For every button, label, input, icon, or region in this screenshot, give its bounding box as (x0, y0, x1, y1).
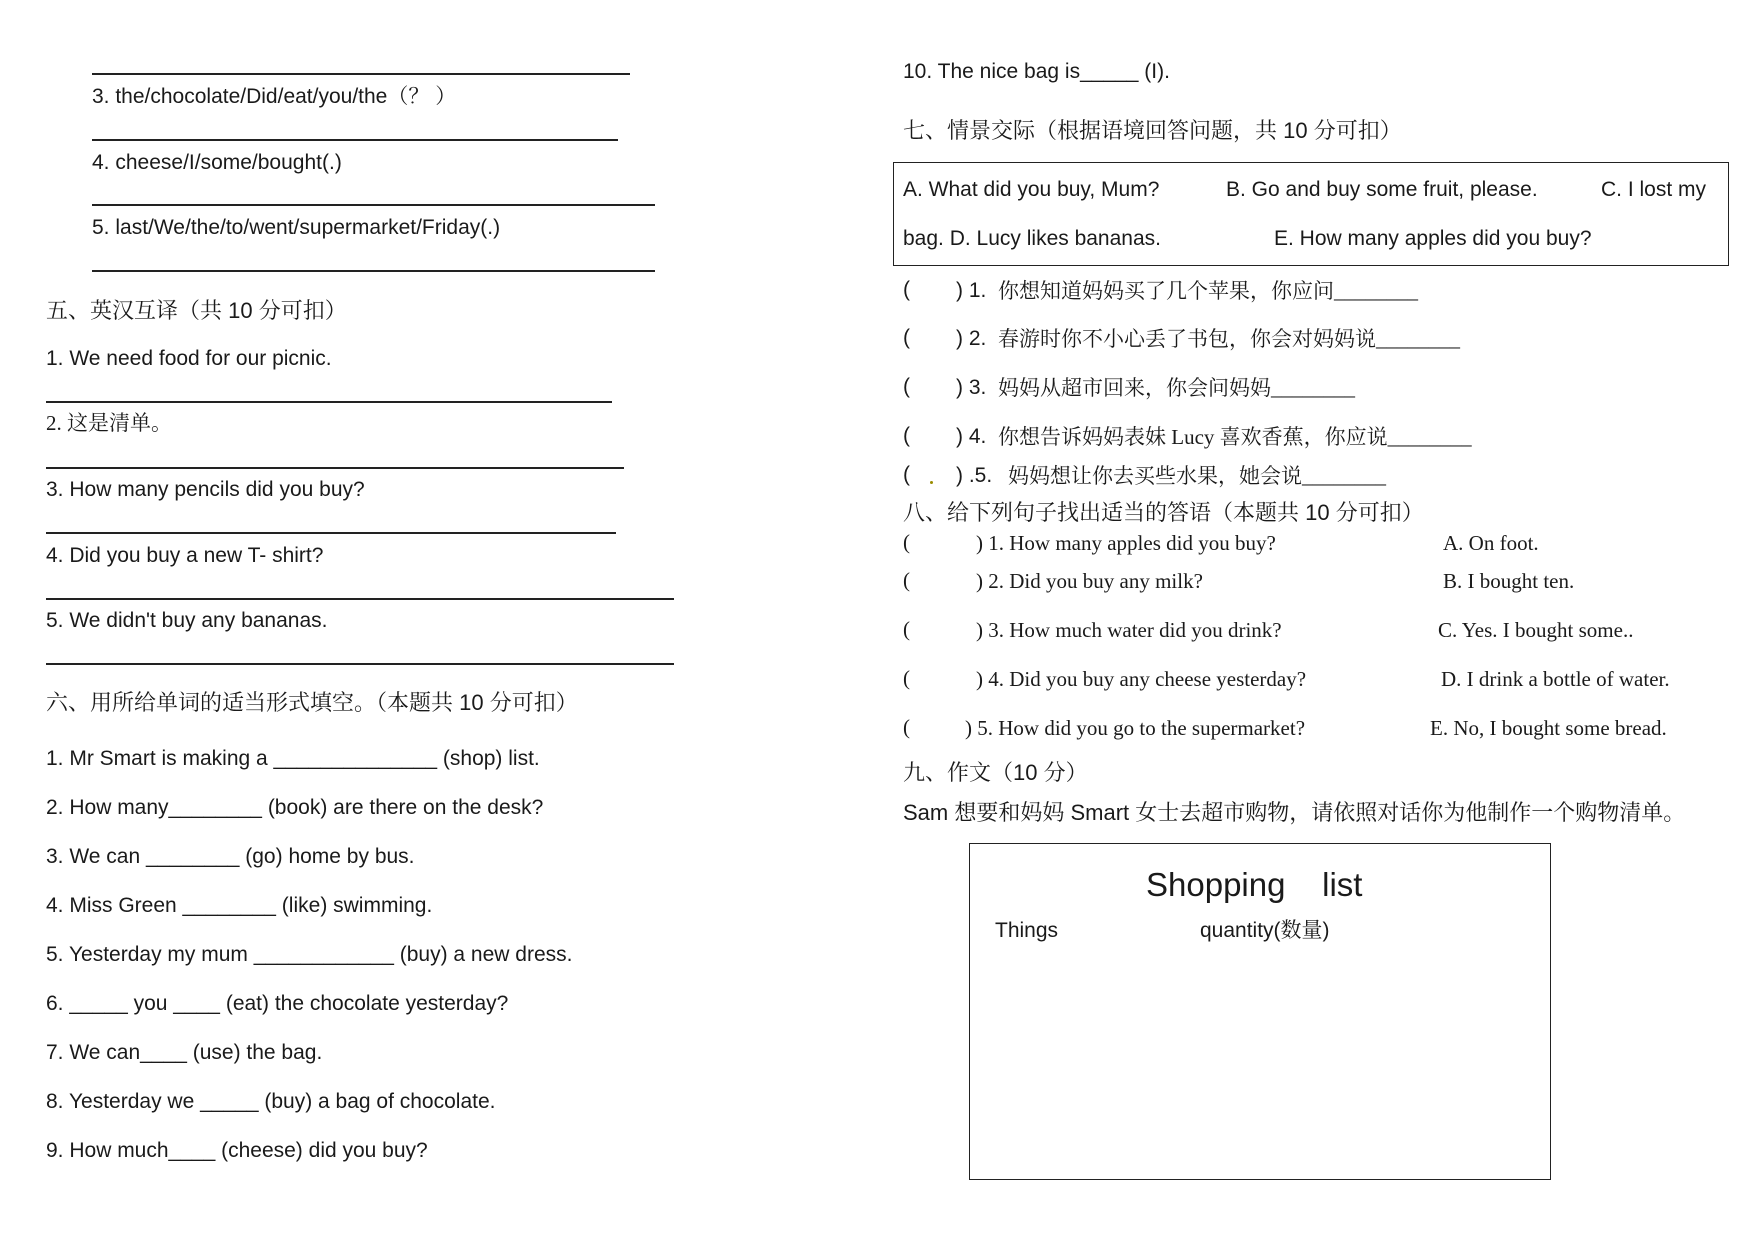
s6-item-1: 1. Mr Smart is making a ______________ (shop) list. (46, 747, 540, 770)
shopping-list-title: Shopping list (1146, 866, 1363, 903)
mark-dot (930, 481, 933, 484)
s8-paren[interactable]: ( (903, 530, 910, 554)
s6-item-10: 10. The nice bag is_____ (I). (903, 60, 1170, 83)
s8-question-3: ) 3. How much water did you drink? (976, 618, 1282, 642)
s4-item-5: 5. last/We/the/to/went/supermarket/Friday(.) (92, 216, 501, 239)
s4-item-3: 3. the/chocolate/Did/eat/you/the（？ ） (92, 85, 457, 108)
option-a: A. What did you buy, Mum? (903, 178, 1160, 201)
s5-item-1: 1. We need food for our picnic. (46, 347, 332, 370)
s7-num-2: ) 2. (956, 327, 987, 350)
s7-num-4: ) 4. (956, 425, 987, 448)
answer-line[interactable] (46, 532, 616, 534)
s7-item-4: 你想告诉妈妈表妹 Lucy 喜欢香蕉，你应说________ (998, 425, 1472, 449)
s5-item-4: 4. Did you buy a new T- shirt? (46, 544, 324, 567)
s6-item-3: 3. We can ________ (go) home by bus. (46, 845, 415, 868)
col-quantity: quantity(数量) (1200, 919, 1330, 942)
s8-question-5: ) 5. How did you go to the supermarket? (965, 716, 1306, 740)
s7-paren[interactable]: ( (903, 463, 910, 486)
s8-answer-a: A. On foot. (1443, 531, 1539, 555)
s8-question-1: ) 1. How many apples did you buy? (976, 531, 1276, 555)
s4-item-4: 4. cheese/I/some/bought(.) (92, 151, 342, 174)
section9-heading: 九、作文（10 分） (903, 760, 1088, 785)
s7-num-5: ) .5. (956, 464, 993, 487)
s7-item-5: 妈妈想让你去买些水果，她会说________ (1008, 464, 1386, 488)
option-c: C. I lost my (1601, 178, 1707, 201)
answer-line[interactable] (46, 401, 612, 403)
answer-line[interactable] (92, 204, 655, 206)
section7-heading: 七、情景交际（根据语境回答问题，共 10 分可扣） (903, 118, 1402, 143)
s8-answer-b: B. I bought ten. (1443, 569, 1575, 593)
s8-paren[interactable]: ( (903, 666, 910, 690)
s6-item-7: 7. We can____ (use) the bag. (46, 1041, 323, 1064)
top-rule-0 (92, 73, 630, 75)
s8-answer-d: D. I drink a bottle of water. (1441, 667, 1670, 691)
s7-num-3: ) 3. (956, 376, 987, 399)
col-things: Things (995, 919, 1059, 942)
answer-line[interactable] (92, 139, 618, 141)
s6-item-9: 9. How much____ (cheese) did you buy? (46, 1139, 428, 1162)
s7-paren[interactable]: ( (903, 375, 910, 398)
s6-item-8: 8. Yesterday we _____ (buy) a bag of chocolate. (46, 1090, 496, 1113)
option-b: B. Go and buy some fruit, please. (1226, 178, 1538, 201)
s8-paren[interactable]: ( (903, 568, 910, 592)
s5-item-5: 5. We didn't buy any bananas. (46, 609, 328, 632)
s6-item-5: 5. Yesterday my mum ____________ (buy) a new dress. (46, 943, 573, 966)
s6-item-2: 2. How many________ (book) are there on the desk? (46, 796, 544, 819)
answer-line[interactable] (46, 598, 674, 600)
section8-heading: 八、给下列句子找出适当的答语（本题共 10 分可扣） (903, 500, 1424, 525)
s6-item-6: 6. _____ you ____ (eat) the chocolate yesterday? (46, 992, 509, 1015)
s6-item-4: 4. Miss Green ________ (like) swimming. (46, 894, 433, 917)
s7-paren[interactable]: ( (903, 278, 910, 301)
answer-line[interactable] (46, 663, 674, 665)
answer-line[interactable] (46, 467, 624, 469)
s7-paren[interactable]: ( (903, 424, 910, 447)
section5-heading: 五、英汉互译（共 10 分可扣） (46, 298, 347, 323)
s8-paren[interactable]: ( (903, 617, 910, 641)
s5-item-3: 3. How many pencils did you buy? (46, 478, 365, 501)
answer-line[interactable] (92, 270, 655, 272)
s8-paren[interactable]: ( (903, 715, 910, 739)
option-e: E. How many apples did you buy? (1274, 227, 1592, 250)
composition-prompt: Sam 想要和妈妈 Smart 女士去超市购物，请依照对话你为他制作一个购物清单。 (903, 800, 1686, 825)
s8-question-4: ) 4. Did you buy any cheese yesterday? (976, 667, 1307, 691)
s7-item-1: 你想知道妈妈买了几个苹果，你应问________ (998, 279, 1418, 303)
s8-answer-e: E. No, I bought some bread. (1430, 716, 1667, 740)
s7-item-3: 妈妈从超市回来，你会问妈妈________ (998, 376, 1355, 400)
s7-num-1: ) 1. (956, 279, 987, 302)
option-c-cont: bag. D. Lucy likes bananas. (903, 227, 1161, 250)
s8-answer-c: C. Yes. I bought some.. (1438, 618, 1634, 642)
s5-item-2: 2. 这是清单。 (46, 411, 172, 435)
section6-heading: 六、用所给单词的适当形式填空。（本题共 10 分可扣） (46, 690, 578, 715)
s7-paren[interactable]: ( (903, 326, 910, 349)
s8-question-2: ) 2. Did you buy any milk? (976, 569, 1203, 593)
s7-item-2: 春游时你不小心丢了书包，你会对妈妈说________ (998, 327, 1460, 351)
